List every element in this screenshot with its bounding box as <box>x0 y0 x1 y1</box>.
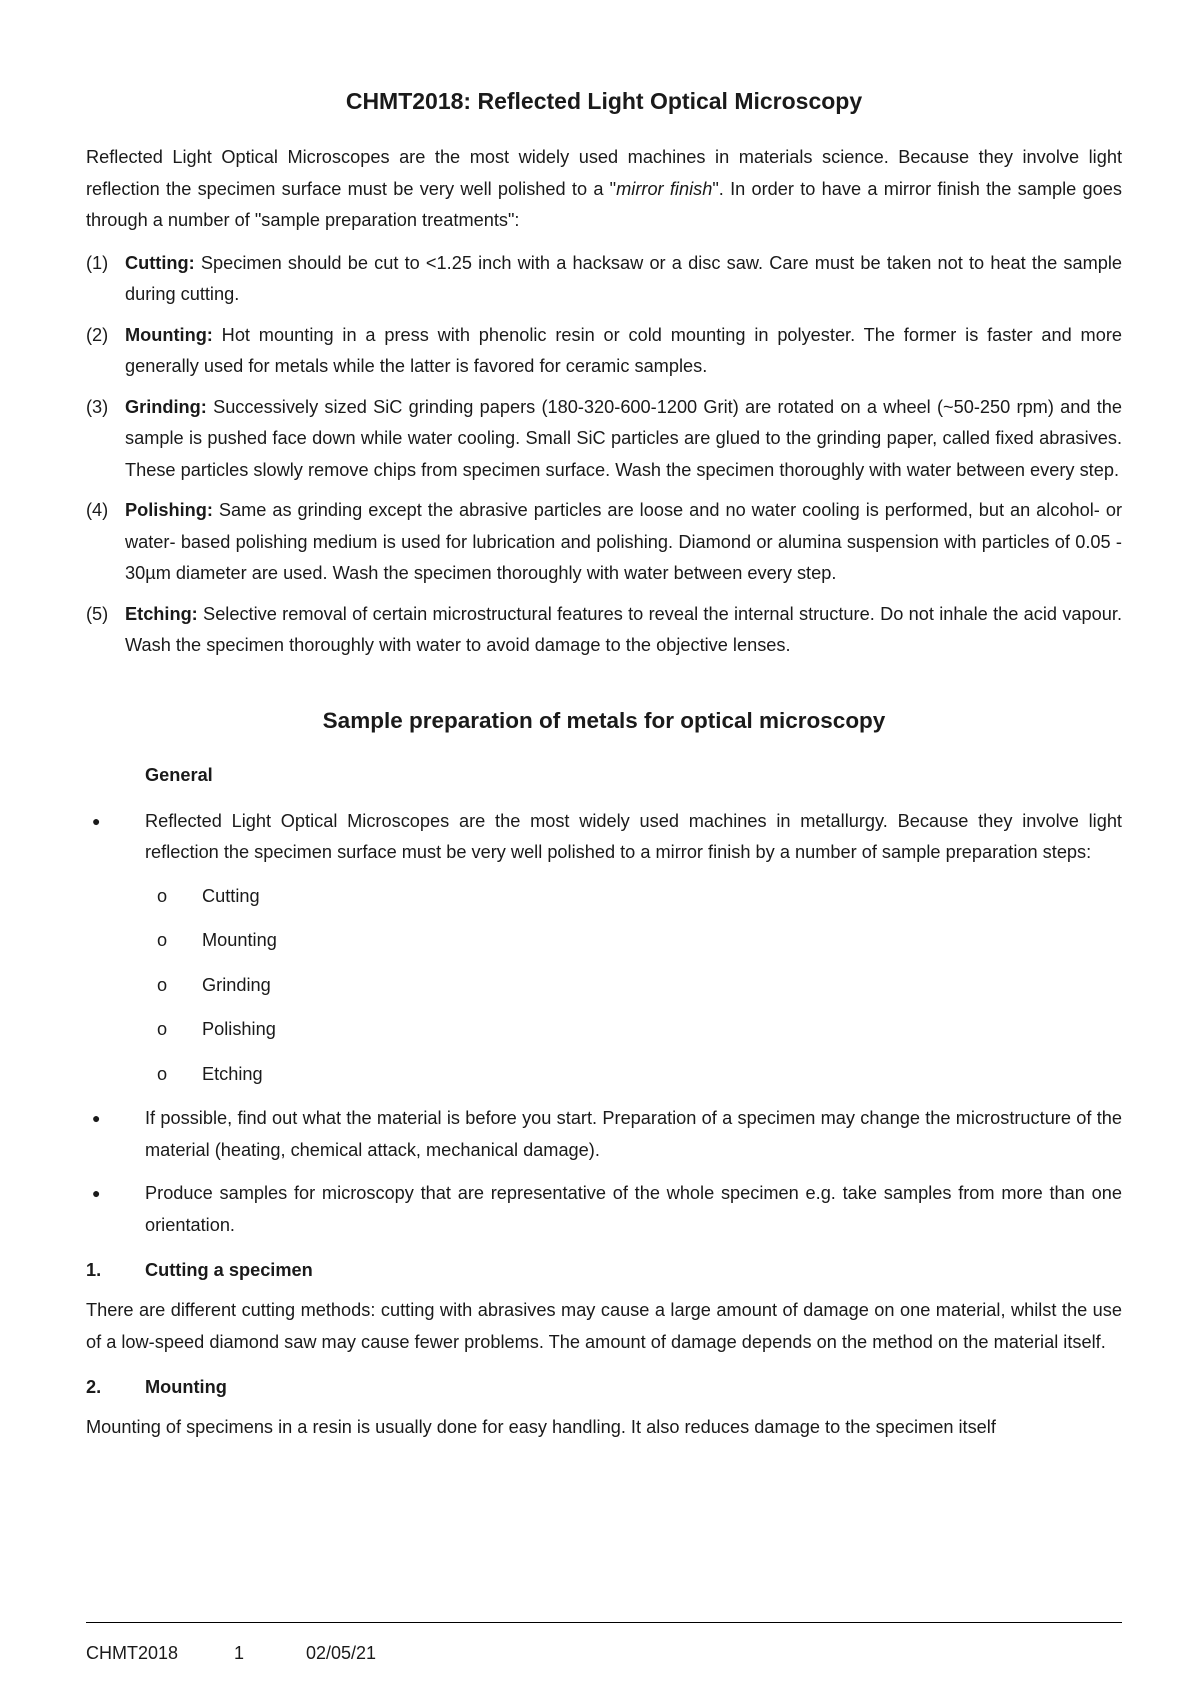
numbered-heading <box>86 1372 1122 1402</box>
heading-title: Cutting a specimen <box>145 1260 313 1280</box>
step-text: Same as grinding except the abrasive particles are loose and no water cooling is performed, but an alcohol- or water- based polishing medium is used for lubrication and polishing. Diamond or alumina suspension with particles of 0.05 - 30µm diameter are used. Wash the specimen thoroughly with water between every step. <box>125 500 1122 583</box>
step-title: Etching: <box>125 603 198 624</box>
sub-bullet-icon: o <box>157 1019 168 1039</box>
list-item <box>86 1103 1122 1166</box>
step-cutting <box>86 248 1122 311</box>
step-title: Polishing: <box>125 500 213 520</box>
step-polishing <box>86 495 1122 590</box>
bullet-text: If possible, find out what the material is before you start. Preparation of a specimen may change the microstructure of the material (heating, chemical attack, mechanical damage). <box>145 1108 1122 1160</box>
heading-number: 1. <box>86 1260 102 1280</box>
list-item <box>86 1178 1122 1241</box>
intro-paragraph <box>86 142 1122 237</box>
step-title: Grinding: <box>125 396 207 417</box>
footer-page-number: 1 <box>234 1643 245 1663</box>
sub-bullet-text: Mounting <box>202 930 277 950</box>
sub-list-item <box>145 1059 1122 1091</box>
bullet-icon: ● <box>92 1185 101 1201</box>
step-number: (2) <box>86 324 109 345</box>
heading-number: 2. <box>86 1377 102 1397</box>
page-footer <box>86 1643 376 1664</box>
list-item <box>86 806 1122 869</box>
step-text: Hot mounting in a press with phenolic resin or cold mounting in polyester. The former is faster and more generally used for metals while the latter is favored for ceramic samples. <box>125 324 1122 376</box>
bullet-text: Produce samples for microscopy that are representative of the whole specimen e.g. take samples from more than one orientation. <box>145 1183 1122 1235</box>
bullet-icon: ● <box>92 812 101 829</box>
sub-list-item <box>145 881 1122 913</box>
bullet-text: Reflected Light Optical Microscopes are the most widely used machines in metallurgy. Because they involve light reflection the specimen surface must be very well polished to a mirror finish by a number of sample preparation steps: <box>145 810 1122 862</box>
sub-bullet-icon: o <box>157 974 168 995</box>
step-mounting <box>86 320 1122 383</box>
step-etching <box>86 599 1122 662</box>
sub-list-item <box>145 970 1122 1002</box>
step-number: (5) <box>86 603 109 624</box>
sub-list-item <box>145 925 1122 957</box>
intro-text-before: Reflected Light Optical Microscopes are the most widely used machines in materials science. Because they involve light reflection the specimen surface must be very well polished to a " <box>86 147 1122 199</box>
sub-list-item <box>145 1014 1122 1046</box>
step-text: Specimen should be cut to <1.25 inch with a hacksaw or a disc saw. Care must be taken not to heat the sample during cutting. <box>125 252 1122 304</box>
step-number: (3) <box>86 396 109 417</box>
numbered-heading <box>86 1255 1122 1285</box>
sub-bullet-icon: o <box>157 930 168 950</box>
heading-title: Mounting <box>145 1377 227 1397</box>
section-title: Sample preparation of metals for optical microscopy <box>322 707 886 733</box>
sub-bullet-text: Grinding <box>202 974 271 995</box>
footer-divider <box>86 1622 1122 1623</box>
bullet-icon: ● <box>92 1110 101 1126</box>
step-title: Cutting: <box>125 252 195 273</box>
sub-bullet-text: Cutting <box>202 885 260 906</box>
step-grinding <box>86 392 1122 487</box>
page-content <box>86 86 1122 1451</box>
sub-bullet-icon: o <box>157 1063 168 1084</box>
intro-text-after: ". In order to have a mirror finish the sample goes through a number of "sample preparation treatments": <box>86 178 1122 230</box>
step-number: (4) <box>86 500 109 520</box>
sub-bullet-text: Etching <box>202 1063 263 1084</box>
footer-course: CHMT2018 <box>86 1643 179 1663</box>
step-text: Selective removal of certain microstructural features to reveal the internal structure. Do not inhale the acid vapour. Wash the specimen thoroughly with water to avoid damage to the objective lenses. <box>125 603 1122 655</box>
step-text: Successively sized SiC grinding papers (180-320-600-1200 Grit) are rotated on a wheel (~50-250 rpm) and the sample is pushed face down while water cooling. Small SiC particles are glued to the grinding paper, called fixed abrasives. These particles slowly remove chips from specimen surface. Wash the specimen thoroughly with water between every step. <box>125 396 1122 480</box>
page-title: CHMT2018: Reflected Light Optical Microscopy <box>345 88 863 114</box>
footer-date: 02/05/21 <box>306 1643 377 1663</box>
numbered-paragraph: There are different cutting methods: cutting with abrasives may cause a large amount of damage on one material, whilst the use of a low-speed diamond saw may cause fewer problems. The amount of damage depends on the method on the material itself. <box>86 1300 1122 1352</box>
sub-bullet-icon: o <box>157 885 168 906</box>
numbered-paragraph: Mounting of specimens in a resin is usually done for easy handling. It also reduces damage to the specimen itself <box>86 1417 996 1437</box>
section-subhead: General <box>145 764 213 785</box>
sub-bullet-text: Polishing <box>202 1019 276 1039</box>
step-title: Mounting: <box>125 324 213 345</box>
intro-italic: mirror finish <box>616 178 713 199</box>
step-number: (1) <box>86 252 109 273</box>
